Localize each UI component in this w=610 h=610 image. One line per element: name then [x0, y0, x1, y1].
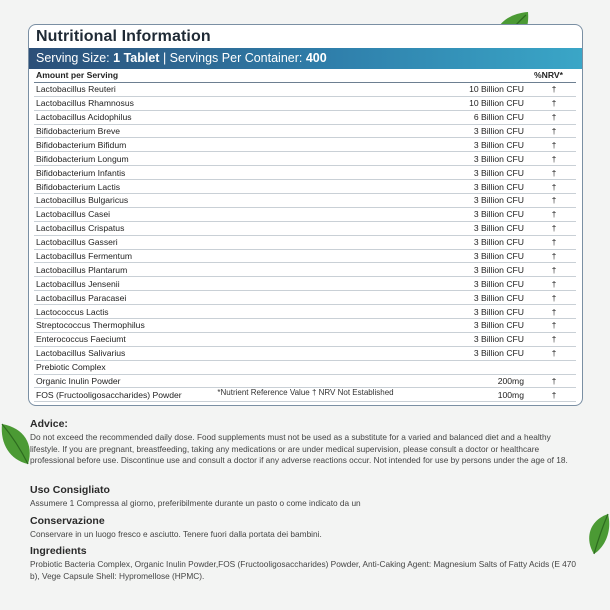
row-nrv: † — [532, 374, 576, 388]
row-nrv: † — [532, 96, 576, 110]
row-amount: 3 Billion CFU — [362, 291, 532, 305]
row-amount: 3 Billion CFU — [362, 319, 532, 333]
servings-per-container-label: Servings Per Container: — [169, 51, 303, 65]
row-name: Bifidobacterium Bifidum — [34, 138, 362, 152]
row-amount: 3 Billion CFU — [362, 152, 532, 166]
row-nrv: † — [532, 319, 576, 333]
header-amount: Amount per Serving — [34, 69, 362, 82]
table-row — [34, 221, 576, 235]
row-amount: 3 Billion CFU — [362, 166, 532, 180]
row-name: Lactobacillus Gasseri — [34, 235, 362, 249]
advice-heading: Advice: — [30, 418, 68, 430]
serving-separator: | — [162, 51, 167, 65]
table-row — [34, 166, 576, 180]
row-name: Bifidobacterium Longum — [34, 152, 362, 166]
row-nrv: † — [532, 166, 576, 180]
row-name: Lactobacillus Plantarum — [34, 263, 362, 277]
serving-size-value: 1 Tablet — [113, 51, 160, 65]
row-amount: 3 Billion CFU — [362, 221, 532, 235]
row-name: Lactobacillus Paracasei — [34, 291, 362, 305]
table-row — [34, 110, 576, 124]
conservazione-text: Conservare in un luogo fresco e asciutto. Tenere fuori dalla portata dei bambini. — [30, 529, 322, 539]
row-name: Bifidobacterium Infantis — [34, 166, 362, 180]
row-amount: 3 Billion CFU — [362, 138, 532, 152]
panel-title: Nutritional Information — [36, 28, 211, 45]
table-row — [34, 249, 576, 263]
row-amount: 3 Billion CFU — [362, 263, 532, 277]
table-row — [34, 138, 576, 152]
row-name: FOS (Fructooligosaccharides) Powder — [34, 388, 362, 402]
row-amount: 3 Billion CFU — [362, 235, 532, 249]
row-name: Lactobacillus Jensenii — [34, 277, 362, 291]
leaf-bottom-right-icon — [584, 512, 610, 556]
row-nrv: † — [532, 180, 576, 194]
table-row — [34, 235, 576, 249]
row-name: Lactobacillus Bulgaricus — [34, 194, 362, 208]
row-name: Lactobacillus Rhamnosus — [34, 96, 362, 110]
table-row — [34, 180, 576, 194]
table-row — [34, 374, 576, 388]
row-nrv: † — [532, 194, 576, 208]
row-amount: 3 Billion CFU — [362, 332, 532, 346]
row-nrv: † — [532, 346, 576, 360]
row-nrv: † — [532, 110, 576, 124]
advice-section — [30, 418, 582, 467]
row-amount: 3 Billion CFU — [362, 249, 532, 263]
servings-per-container-value: 400 — [305, 51, 327, 65]
table-row — [34, 124, 576, 138]
row-amount: 3 Billion CFU — [362, 207, 532, 221]
nutrition-table — [34, 69, 576, 402]
header-amount-blank — [362, 69, 532, 82]
row-amount: 10 Billion CFU — [362, 82, 532, 96]
row-nrv: † — [532, 82, 576, 96]
row-nrv: † — [532, 388, 576, 402]
row-name: Lactobacillus Crispatus — [34, 221, 362, 235]
row-amount: 3 Billion CFU — [362, 305, 532, 319]
table-header-row — [34, 69, 576, 82]
row-name: Lactococcus Lactis — [34, 305, 362, 319]
row-name: Lactobacillus Casei — [34, 207, 362, 221]
row-nrv: † — [532, 277, 576, 291]
row-amount: 100mg — [362, 388, 532, 402]
ingredients-heading: Ingredients — [30, 545, 87, 557]
nutrition-rows — [34, 82, 576, 401]
nutrition-panel — [28, 24, 583, 406]
table-row — [34, 305, 576, 319]
row-nrv: † — [532, 124, 576, 138]
row-nrv: † — [532, 249, 576, 263]
row-nrv: † — [532, 152, 576, 166]
row-name: Enterococcus Faeciumt — [34, 332, 362, 346]
row-name: Lactobacillus Salivarius — [34, 346, 362, 360]
table-row — [34, 194, 576, 208]
footnote: *Nutrient Reference Value † NRV Not Established — [217, 388, 394, 397]
ingredients-section — [30, 545, 582, 582]
table-row — [34, 360, 576, 374]
uso-text: Assumere 1 Compressa al giorno, preferibilmente durante un pasto o come indicato da un — [30, 498, 361, 508]
row-name: Streptococcus Thermophilus — [34, 319, 362, 333]
ingredients-text: Probiotic Bacteria Complex, Organic Inulin Powder,FOS (Fructooligosaccharides) Powder, Anti-Caking Agent: Magnesium Salts of Fatty Acids (E 470 b), Vege Capsule Shell: Hypromellose (HPMC). — [30, 559, 577, 581]
row-name: Bifidobacterium Breve — [34, 124, 362, 138]
row-nrv: † — [532, 305, 576, 319]
row-amount: 3 Billion CFU — [362, 277, 532, 291]
row-amount: 10 Billion CFU — [362, 96, 532, 110]
table-row — [34, 152, 576, 166]
row-nrv: † — [532, 235, 576, 249]
row-name: Lactobacillus Acidophilus — [34, 110, 362, 124]
table-row — [34, 291, 576, 305]
header-nrv: %NRV* — [532, 69, 576, 82]
row-amount: 6 Billion CFU — [362, 110, 532, 124]
row-amount: 3 Billion CFU — [362, 346, 532, 360]
table-row — [34, 346, 576, 360]
row-name: Lactobacillus Fermentum — [34, 249, 362, 263]
table-row — [34, 263, 576, 277]
table-row — [34, 207, 576, 221]
table-row — [34, 332, 576, 346]
row-amount: 200mg — [362, 374, 532, 388]
table-row — [34, 277, 576, 291]
serving-bar — [29, 48, 582, 69]
row-amount: 3 Billion CFU — [362, 180, 532, 194]
conservazione-section — [30, 515, 582, 541]
row-nrv: † — [532, 221, 576, 235]
row-nrv: † — [532, 138, 576, 152]
table-row — [34, 96, 576, 110]
row-name: Bifidobacterium Lactis — [34, 180, 362, 194]
row-nrv — [532, 360, 576, 374]
table-row — [34, 319, 576, 333]
row-amount — [362, 360, 532, 374]
row-nrv: † — [532, 291, 576, 305]
row-name: Lactobacillus Reuteri — [34, 82, 362, 96]
row-amount: 3 Billion CFU — [362, 194, 532, 208]
serving-size-label: Serving Size: — [36, 51, 110, 65]
uso-heading: Uso Consigliato — [30, 484, 110, 496]
row-name: Prebiotic Complex — [34, 360, 362, 374]
advice-text: Do not exceed the recommended daily dose. Food supplements must not be used as a substitute for a varied and balanced diet and a healthy lifestyle. If you are pregnant, breastfeeding, taking any medications or are under medical supervision, please consult a doctor or healthcare professional before use. Discontinue use and consult a doctor if any adverse reactions occur. Not intended for use by persons under the age of 18. — [30, 432, 568, 465]
row-nrv: † — [532, 207, 576, 221]
row-nrv: † — [532, 263, 576, 277]
row-nrv: † — [532, 332, 576, 346]
table-row — [34, 82, 576, 96]
conservazione-heading: Conservazione — [30, 515, 105, 527]
row-name: Organic Inulin Powder — [34, 374, 362, 388]
row-amount: 3 Billion CFU — [362, 124, 532, 138]
uso-section — [30, 484, 582, 510]
